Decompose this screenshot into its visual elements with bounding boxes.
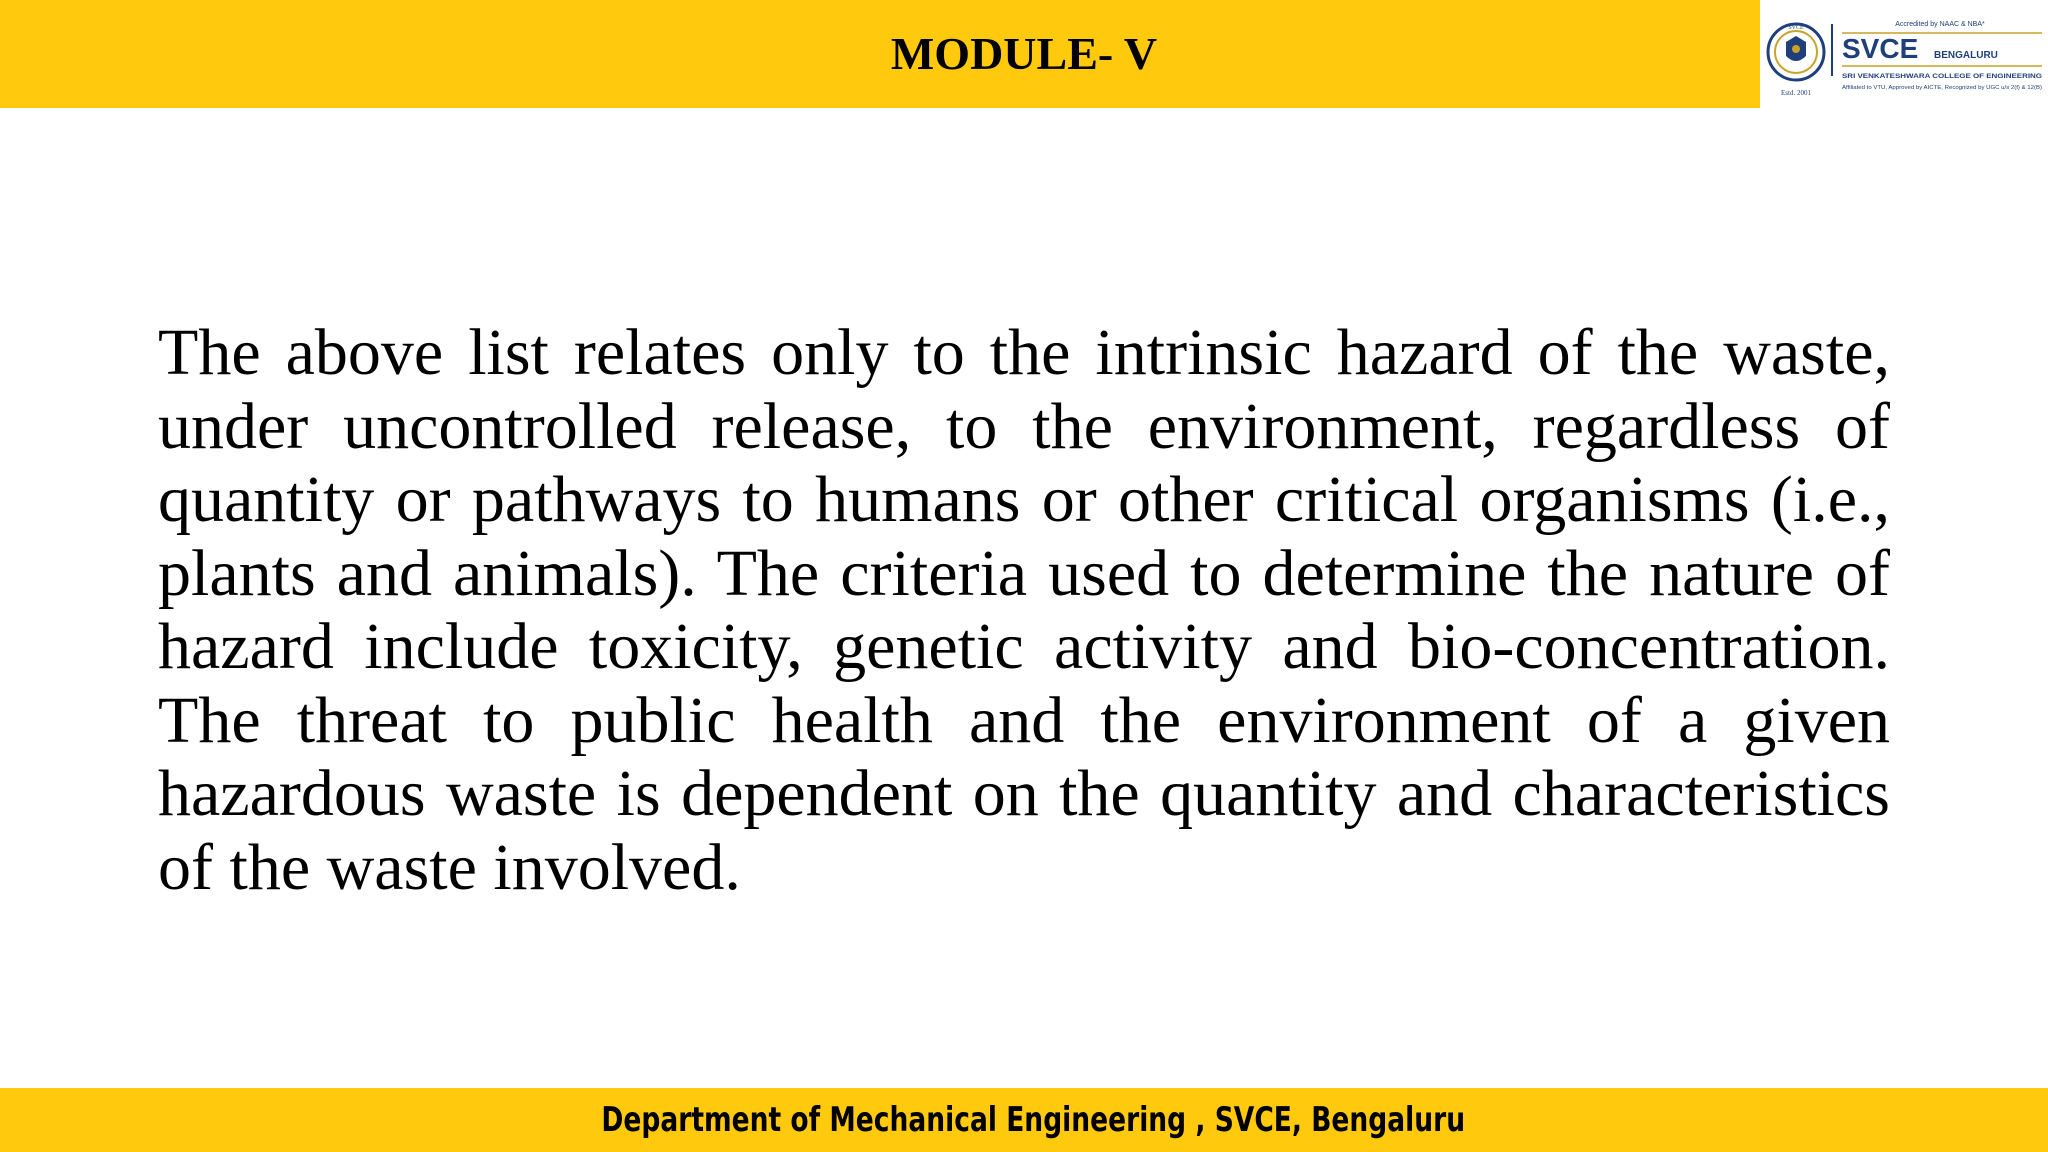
logo-seal-text: SVCE	[1788, 25, 1804, 31]
logo-seal-year: Estd. 2001	[1781, 89, 1811, 97]
college-logo	[1762, 2, 2046, 106]
page-title: MODULE- V	[890, 28, 1158, 79]
svce-logo-icon	[1762, 2, 2046, 106]
body-paragraph: The above list relates only to the intrinsic hazard of the waste, under uncontrolled release, to the environment, regardless of quantity or pathways to humans or other critical organisms (i.e., plants and animals). The criteria used to determine the nature of hazard include toxicity, genetic activity and bio-concentration. The threat to public health and the environment of a given hazardous waste is dependent on the quantity and characteristics of the waste involved.	[158, 316, 1890, 904]
seal-emblem-icon	[1792, 45, 1800, 53]
footer-bar	[0, 1088, 2048, 1152]
logo-college: SRI VENKATESHWARA COLLEGE OF ENGINEERING	[1842, 73, 2042, 80]
logo-name: SVCE	[1842, 33, 1919, 64]
logo-affiliation: Affiliated to VTU, Approved by AICTE, Recognized by UGC u/s 2(f) & 12(B)	[1842, 85, 2043, 91]
footer-text: Department of Mechanical Engineering , SVCE, Bengaluru	[601, 1100, 1466, 1140]
logo-city: BENGALURU	[1934, 50, 1998, 61]
logo-accreditation: Accredited by NAAC & NBA*	[1895, 21, 1985, 28]
